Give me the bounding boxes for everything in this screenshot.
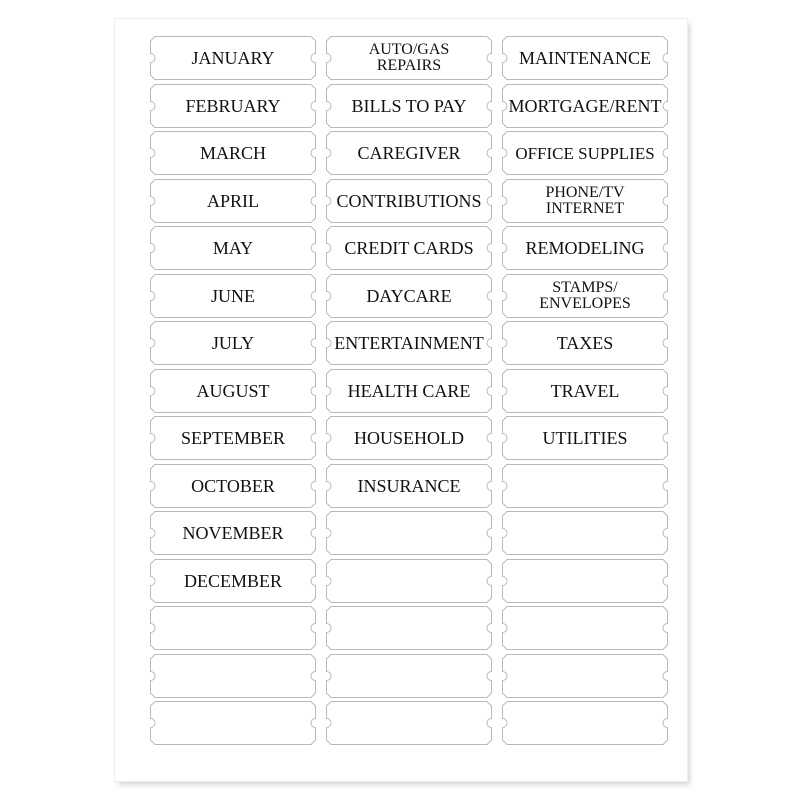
label-slot [150, 654, 316, 698]
label-slot [150, 559, 316, 603]
label-text: ENTERTAINMENT [334, 332, 484, 353]
label-slot [150, 606, 316, 650]
label-slot [502, 274, 668, 318]
label-text [510, 654, 660, 698]
label-text: HEALTH CARE [347, 380, 471, 401]
label-text: HOUSEHOLD [354, 427, 464, 448]
label-text: CONTRIBUTIONS [336, 190, 482, 211]
label-slot [150, 226, 316, 270]
label-text [510, 559, 660, 603]
label-slot [502, 416, 668, 460]
label-text [158, 654, 308, 698]
label-text: DECEMBER [183, 570, 282, 591]
label-text [510, 511, 660, 555]
label-text: MORTGAGE/RENT [508, 95, 662, 116]
label-slot [326, 131, 492, 175]
label-slot [326, 416, 492, 460]
label-text: MAINTENANCE [519, 47, 651, 68]
label-grid [150, 36, 662, 736]
label-slot [502, 654, 668, 698]
label-slot [150, 369, 316, 413]
label-column-1 [150, 36, 316, 736]
label-column-3 [502, 36, 668, 736]
label-slot [326, 226, 492, 270]
label-slot [326, 179, 492, 223]
label-text: MARCH [199, 142, 266, 163]
label-slot [502, 84, 668, 128]
label-slot [502, 321, 668, 365]
label-text: STAMPS/ ENVELOPES [539, 279, 631, 312]
label-slot [326, 274, 492, 318]
label-text [334, 701, 484, 745]
label-text: REMODELING [525, 237, 645, 258]
label-slot [150, 84, 316, 128]
label-text: JUNE [211, 285, 255, 306]
label-slot [150, 179, 316, 223]
label-slot [502, 226, 668, 270]
label-text: OFFICE SUPPLIES [515, 143, 655, 163]
label-slot [150, 511, 316, 555]
label-text: TAXES [556, 332, 614, 353]
label-text: INSURANCE [357, 475, 461, 496]
label-text: OCTOBER [191, 475, 275, 496]
label-slot [326, 511, 492, 555]
label-text [334, 606, 484, 650]
label-text [334, 654, 484, 698]
label-slot [326, 464, 492, 508]
label-slot [326, 321, 492, 365]
label-slot [502, 179, 668, 223]
label-text: TRAVEL [550, 380, 620, 401]
label-text: NOVEMBER [182, 522, 284, 543]
label-slot [326, 559, 492, 603]
label-text: SEPTEMBER [180, 427, 286, 448]
label-slot [326, 369, 492, 413]
label-text: JULY [211, 332, 255, 353]
label-text: PHONE/TV INTERNET [545, 184, 625, 217]
label-slot [502, 701, 668, 745]
label-text: BILLS TO PAY [351, 95, 467, 116]
label-text: APRIL [206, 190, 259, 211]
label-slot [326, 36, 492, 80]
label-slot [502, 131, 668, 175]
label-text [510, 464, 660, 508]
label-slot [326, 654, 492, 698]
label-text: UTILITIES [542, 427, 628, 448]
label-text [510, 701, 660, 745]
label-text: FEBRUARY [185, 95, 281, 116]
label-slot [502, 606, 668, 650]
label-column-2 [326, 36, 492, 736]
label-text [510, 606, 660, 650]
label-slot [502, 511, 668, 555]
label-slot [150, 131, 316, 175]
label-text: CAREGIVER [357, 142, 461, 163]
label-slot [150, 321, 316, 365]
label-slot [150, 416, 316, 460]
label-slot [150, 36, 316, 80]
label-slot [502, 369, 668, 413]
label-slot [326, 84, 492, 128]
label-slot [150, 701, 316, 745]
label-text: CREDIT CARDS [344, 237, 474, 258]
label-slot [326, 606, 492, 650]
label-text: MAY [212, 237, 254, 258]
label-text: AUTO/GAS REPAIRS [368, 41, 450, 74]
label-slot [502, 464, 668, 508]
label-text: DAYCARE [366, 285, 452, 306]
label-text [334, 559, 484, 603]
label-slot [502, 559, 668, 603]
label-text [158, 701, 308, 745]
label-slot [150, 464, 316, 508]
label-text [158, 606, 308, 650]
label-slot [502, 36, 668, 80]
label-text: AUGUST [196, 380, 270, 401]
label-slot [326, 701, 492, 745]
label-text [334, 511, 484, 555]
label-text: JANUARY [191, 47, 275, 68]
label-slot [150, 274, 316, 318]
